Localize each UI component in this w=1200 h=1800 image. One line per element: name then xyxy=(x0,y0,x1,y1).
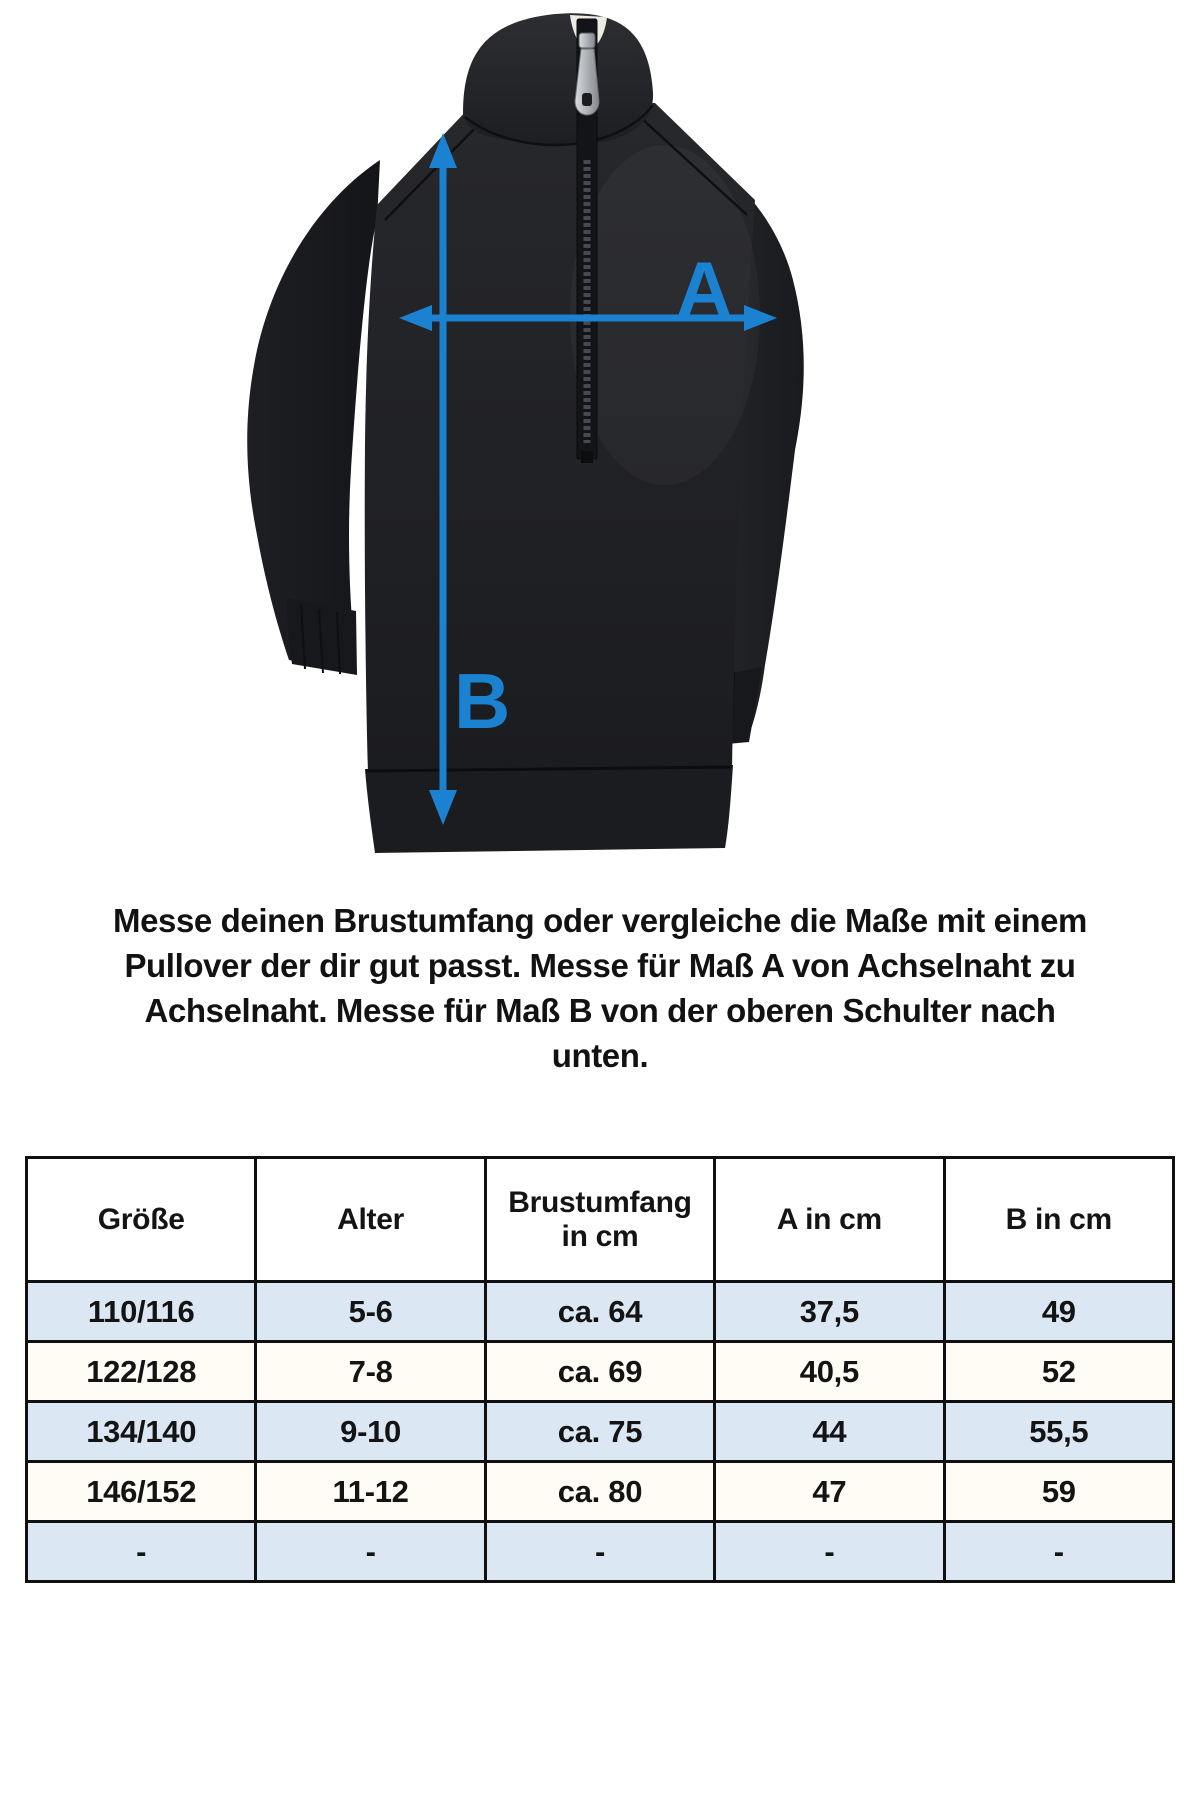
measure-label-a: A xyxy=(676,245,733,333)
instruction-line: Messe deinen Brustumfang oder vergleiche die Maße mit einem xyxy=(112,902,1087,939)
table-cell: 110/116 xyxy=(27,1282,256,1342)
table-cell: 47 xyxy=(715,1462,944,1522)
instruction-line: unten. xyxy=(551,1037,649,1074)
table-cell: 55,5 xyxy=(944,1402,1173,1462)
header-brustumfang: Brustumfang in cm xyxy=(485,1158,714,1282)
table-cell: 52 xyxy=(944,1342,1173,1402)
table-cell: - xyxy=(256,1522,485,1582)
table-cell: 5-6 xyxy=(256,1282,485,1342)
header-groesse: Größe xyxy=(27,1158,256,1282)
table-cell: ca. 64 xyxy=(485,1282,714,1342)
table-row xyxy=(27,1342,1174,1402)
table-row xyxy=(27,1462,1174,1522)
table-cell: ca. 80 xyxy=(485,1462,714,1522)
table-cell: 37,5 xyxy=(715,1282,944,1342)
table-cell: 11-12 xyxy=(256,1462,485,1522)
table-cell: 146/152 xyxy=(27,1462,256,1522)
instruction-line: Pullover der dir gut passt. Messe für Maß A von Achselnaht zu xyxy=(124,947,1076,984)
table-row xyxy=(27,1522,1174,1582)
zipper-stop xyxy=(581,451,593,463)
header-a-in-cm: A in cm xyxy=(715,1158,944,1282)
measurement-instructions xyxy=(30,898,1170,1078)
table-row xyxy=(27,1402,1174,1462)
table-cell: 122/128 xyxy=(27,1342,256,1402)
table-cell: 44 xyxy=(715,1402,944,1462)
table-cell: 9-10 xyxy=(256,1402,485,1462)
header-alter: Alter xyxy=(256,1158,485,1282)
table-cell: ca. 69 xyxy=(485,1342,714,1402)
hem-band xyxy=(365,765,733,853)
size-table xyxy=(25,1156,1175,1583)
table-cell: 134/140 xyxy=(27,1402,256,1462)
table-cell: - xyxy=(944,1522,1173,1582)
table-row xyxy=(27,1282,1174,1342)
zipper-pull-hole xyxy=(582,93,592,106)
table-cell: - xyxy=(715,1522,944,1582)
table-cell: 59 xyxy=(944,1462,1173,1522)
left-sleeve xyxy=(247,160,380,673)
zipper-slider xyxy=(579,33,595,48)
table-cell: - xyxy=(485,1522,714,1582)
table-cell: 49 xyxy=(944,1282,1173,1342)
header-b-in-cm: B in cm xyxy=(944,1158,1173,1282)
table-header-row xyxy=(27,1158,1174,1282)
table-cell: 40,5 xyxy=(715,1342,944,1402)
table-cell: ca. 75 xyxy=(485,1402,714,1462)
table-cell: - xyxy=(27,1522,256,1582)
measure-label-b: B xyxy=(454,657,511,745)
sweatshirt-measurement-diagram xyxy=(235,5,815,855)
sweatshirt-illustration xyxy=(235,5,815,855)
collar xyxy=(463,13,653,144)
instruction-line: Achselnaht. Messe für Maß B von der oberen Schulter nach xyxy=(144,992,1056,1029)
table-cell: 7-8 xyxy=(256,1342,485,1402)
